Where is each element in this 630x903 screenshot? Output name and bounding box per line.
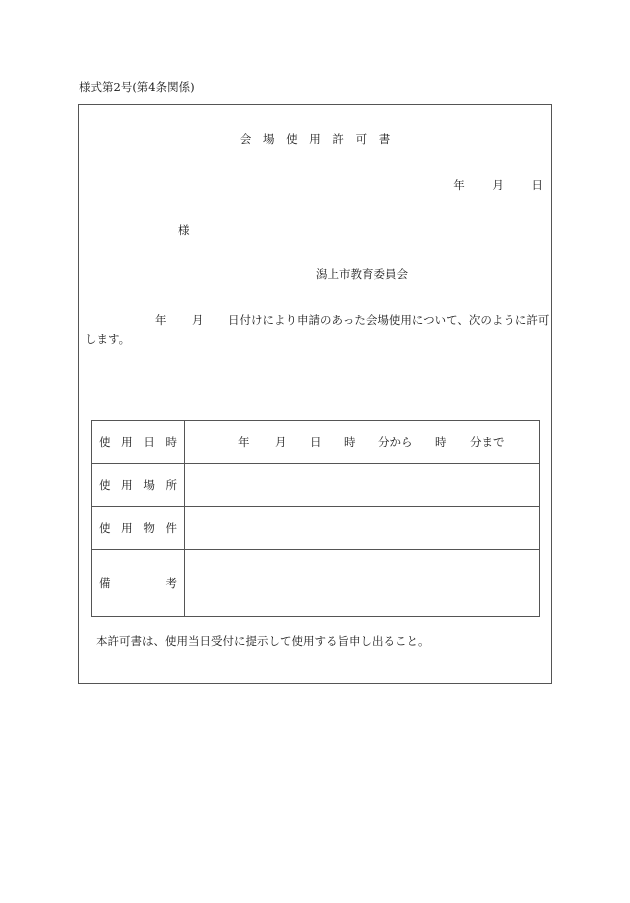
body-text-line-2: します。 [85, 332, 131, 346]
dt-hour-to: 時 [435, 435, 447, 449]
dt-minute-from: 分から [378, 435, 413, 449]
title-char: 可 [355, 132, 368, 146]
label-char: 使 [99, 435, 111, 449]
issue-date-year: 年 [453, 178, 465, 192]
label-char: 用 [121, 478, 133, 492]
notice-text: 本許可書は、使用当日受付に提示して使用する旨申し出ること。 [96, 634, 430, 648]
dt-hour-from: 時 [344, 435, 356, 449]
usage-details-table [91, 420, 540, 617]
title-char: 書 [378, 132, 391, 146]
label-usage-place [92, 464, 185, 507]
usage-items-value [185, 507, 540, 550]
usage-datetime-value [185, 421, 540, 464]
label-char: 備 [99, 576, 111, 590]
title-char: 場 [262, 132, 275, 146]
table-row-usage-items [92, 507, 540, 550]
label-char: 場 [143, 478, 155, 492]
remarks-value [185, 550, 540, 617]
permit-form-frame [78, 104, 552, 684]
label-char: 使 [99, 478, 111, 492]
usage-place-value [185, 464, 540, 507]
dt-day: 日 [310, 435, 322, 449]
title-char: 使 [286, 132, 298, 146]
table-row-remarks [92, 550, 540, 617]
label-char: 所 [165, 478, 177, 492]
document-title [79, 132, 551, 146]
form-number: 様式第2号(第4条関係) [79, 80, 195, 94]
issue-date-day: 日 [531, 178, 543, 192]
body-text: 日付けにより申請のあった会場使用について、次のように許可 [228, 313, 550, 327]
table-row-usage-datetime [92, 421, 540, 464]
dt-minute-to: 分まで [470, 435, 505, 449]
issue-date-month: 月 [492, 178, 504, 192]
body-month: 月 [192, 313, 204, 327]
label-usage-datetime [92, 421, 185, 464]
addressee: 様 [178, 223, 190, 237]
label-char: 日 [143, 435, 155, 449]
table-row-usage-place [92, 464, 540, 507]
label-char: 時 [165, 435, 177, 449]
label-char: 使 [99, 521, 111, 535]
label-char: 用 [121, 435, 133, 449]
title-char: 許 [332, 132, 344, 146]
dt-year: 年 [238, 435, 250, 449]
title-char: 用 [309, 132, 321, 146]
label-remarks [92, 550, 185, 617]
label-usage-items [92, 507, 185, 550]
label-char: 考 [165, 576, 177, 590]
dt-month: 月 [275, 435, 287, 449]
body-year: 年 [155, 313, 167, 327]
label-char: 物 [143, 521, 155, 535]
issuer-name: 潟上市教育委員会 [316, 267, 408, 281]
issue-date [453, 178, 543, 192]
title-char: 会 [239, 132, 252, 146]
label-char: 用 [121, 521, 133, 535]
label-char: 件 [165, 521, 177, 535]
